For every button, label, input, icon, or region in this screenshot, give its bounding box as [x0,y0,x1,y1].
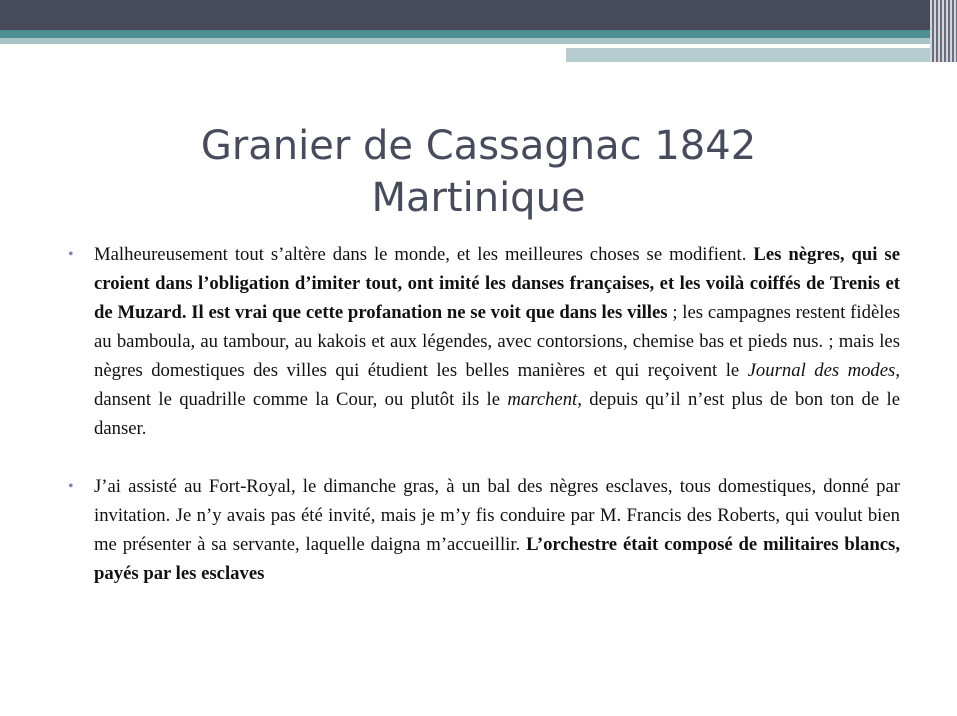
text-segment: J’ai assisté au Fort-Royal, le dimanche gras, à un bal des nègres esclaves, tous domestiques, donné par invitation. Je n’y avais pas été invité, mais je m’y fis conduire par M. Francis des Roberts, qui voulut bien me présenter à sa servante, laquelle daigna m’accueillir. [94,476,900,555]
bold-segment: Les nègres, qui se croient dans l’obligation d’imiter tout, ont imité les danses françaises, et les voilà coiffés de Trenis et de Muzard. Il est vrai que cette profanation ne se voit que dans les villes [94,244,900,323]
bullet-icon: • [68,246,74,263]
text-segment: Malheureusement tout s’altère dans le monde, et les meilleures choses se modifient. [94,244,754,265]
title-line-1: Granier de Cassagnac 1842 [200,123,757,169]
text-segment: depuis qu’il n’est plus de bon ton de le danser. [94,389,900,439]
bullet-paragraph-1 [66,240,900,443]
italic-word: marchent, [507,389,582,410]
bold-segment: L’orchestre était composé de militaires blancs, payés par les esclaves [94,534,900,584]
italic-title-journal: Journal des modes [747,360,896,381]
text-segment: ; les campagnes restent fidèles au bamboula, au tambour, au kakois et aux légendes, avec contorsions, chemise bas et pieds nus. ; mais les nègres domestiques des villes qui étudient les belles manières et qui reçoivent le [94,302,900,381]
slide-title [0,120,957,224]
header-band-dark [0,0,932,30]
title-line-2: Martinique [371,175,586,221]
header-band-light-secondary [566,48,957,62]
bullet-icon: • [68,478,74,495]
bullet-paragraph-2 [66,472,900,588]
header-band-teal [0,30,957,38]
slide-body [66,240,900,617]
text-segment: , dansent le quadrille comme la Cour, ou plutôt ils le [94,360,900,410]
header-stripes [930,0,957,62]
